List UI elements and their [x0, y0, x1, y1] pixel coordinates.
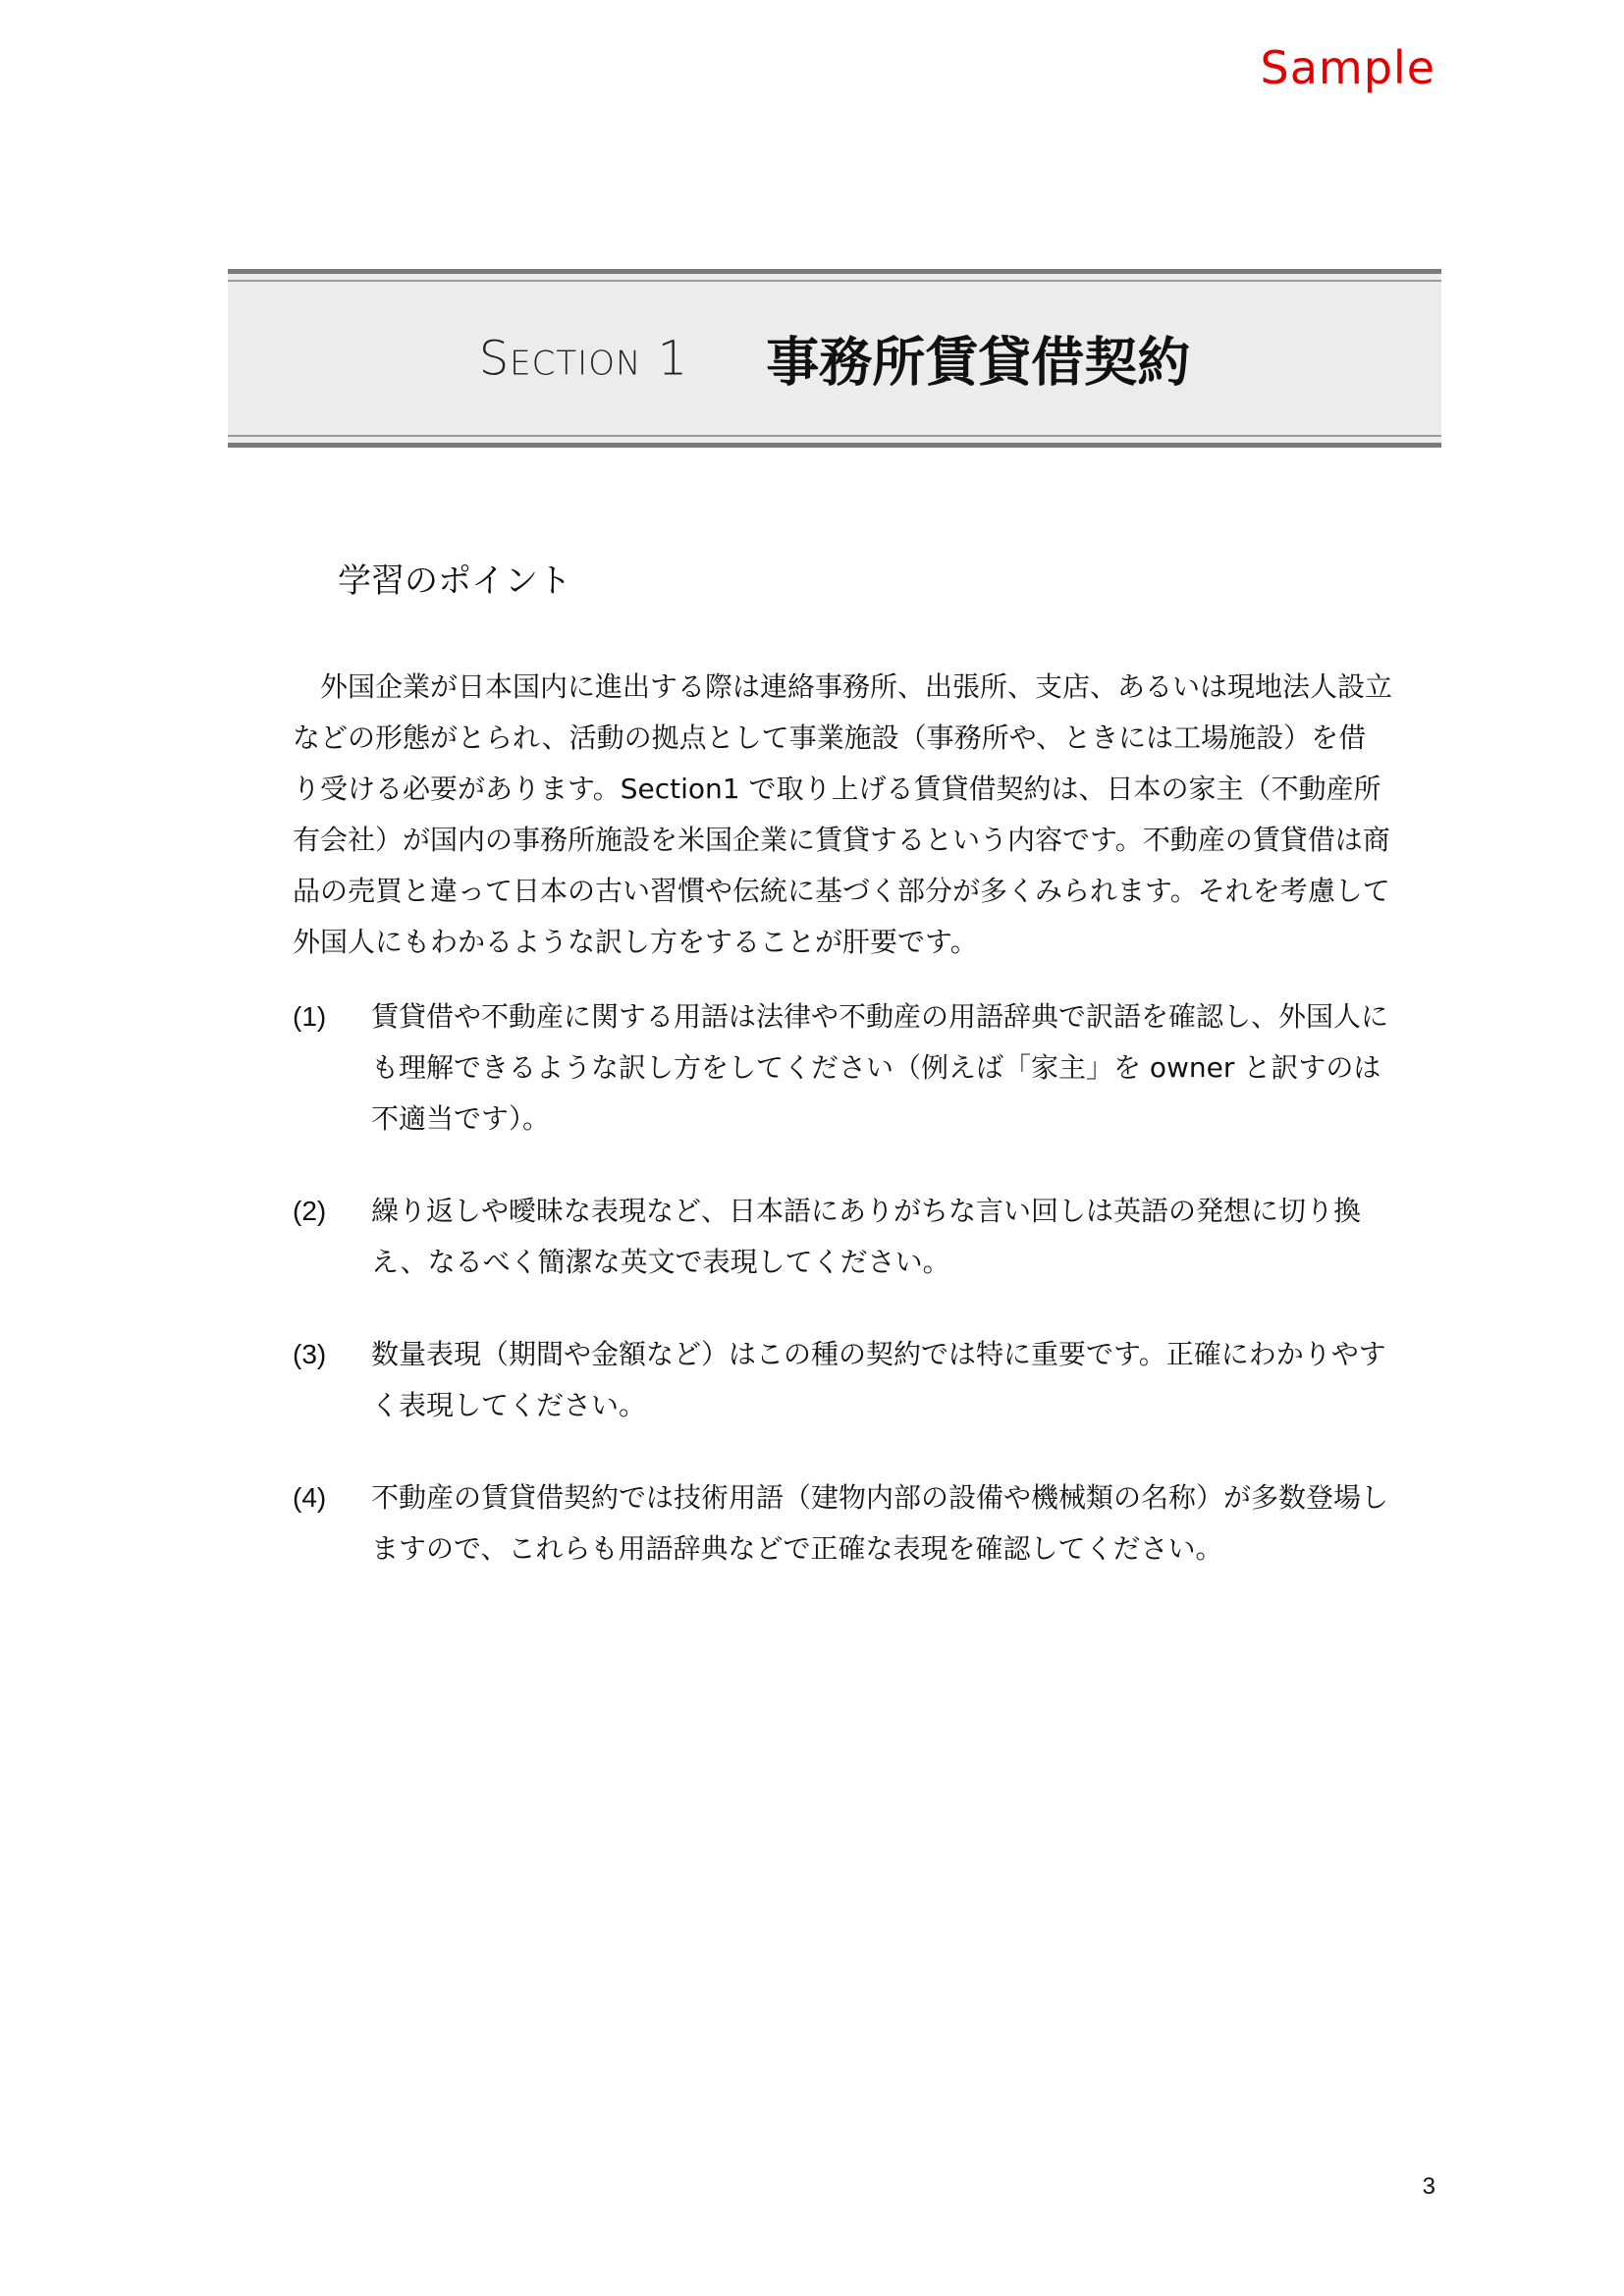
section-heading [228, 321, 1441, 397]
sample-watermark: Sample [1260, 41, 1435, 94]
point-number: (4) [293, 1482, 327, 1513]
point-number: (2) [293, 1196, 327, 1226]
page-number: 3 [1422, 2173, 1435, 2200]
point-text: 数量表現（期間や金額など）はこの種の契約では特に重要です。正確にわかりやすく表現してください。 [371, 1338, 1386, 1421]
points-list [293, 991, 1392, 1616]
point-text: 不動産の賃貸借契約では技術用語（建物内部の設備や機械類の名称）が多数登場しますので、これらも用語辞典などで正確な表現を確認してください。 [371, 1481, 1389, 1565]
point-text: 繰り返しや曖昧な表現など、日本語にありがちな言い回しは英語の発想に切り換え、なるべく簡潔な英文で表現してください。 [371, 1195, 1362, 1278]
section-label: Section 1 [478, 331, 689, 386]
section-title: 事務所賃貸借契約 [766, 331, 1191, 394]
section-banner [228, 269, 1441, 448]
point-item [293, 1329, 1392, 1431]
learning-points-heading: 学習のポイント [338, 561, 571, 601]
intro-paragraph: 外国企業が日本国内に進出する際は連絡事務所、出張所、支店、あるいは現地法人設立などの形態がとられ、活動の拠点として事業施設（事務所や、ときには工場施設）を借り受ける必要があります。Section1 で取り上げる賃貸借契約は、日本の家主（不動産所有会社）が国内の事務所施設を米国企業に賃貸するという内容です。不動産の賃貸借は商品の売買と違って日本の古い習慣や伝統に基づく部分が多くみられます。それを考慮して外国人にもわかるような訳し方をすることが肝要です。 [293, 670, 1393, 958]
point-number: (1) [293, 1001, 327, 1032]
point-item [293, 1472, 1392, 1575]
point-item [293, 1186, 1392, 1288]
point-item [293, 991, 1392, 1145]
point-number: (3) [293, 1339, 327, 1369]
point-text: 賃貸借や不動産に関する用語は法律や不動産の用語辞典で訳語を確認し、外国人にも理解できるような訳し方をしてください（例えば「家主」を owner と訳すのは不適当です）。 [371, 1000, 1389, 1135]
